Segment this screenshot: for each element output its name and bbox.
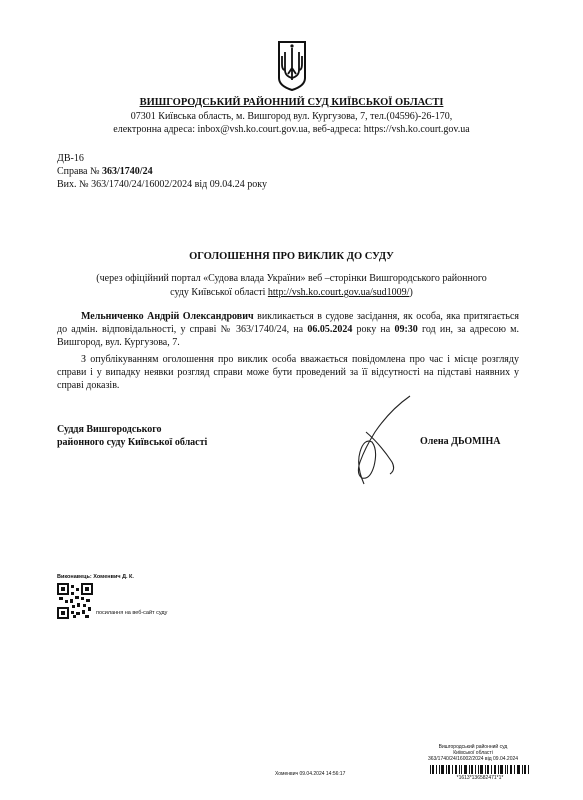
signature-scribble — [330, 392, 420, 492]
stamp-region: Київської області — [453, 750, 493, 756]
subtitle-text: суду Київської області — [170, 287, 268, 298]
subtitle-end: ) — [409, 287, 413, 298]
case-ref — [57, 165, 153, 178]
barcode-number: *1613*136582471*1* — [456, 775, 504, 781]
p1-text-c: год ин, за адресою м. Вишгород, вул. Кургузова, 7. — [57, 324, 519, 348]
trident-emblem — [276, 40, 308, 92]
judge-title-2: районного суду Київської області — [57, 437, 208, 448]
body-paragraph-1 — [57, 310, 519, 349]
subtitle-line2 — [0, 286, 583, 299]
p1-text-a: викликається в судове засідання, як особа, яка притягається до адмін. відповідальності, у справі № 363/1740/24, на — [57, 311, 519, 335]
print-info: Хоменвич 09.04.2024 14:56:17 — [275, 771, 346, 777]
stamp-court: Вишгородський районний суд — [438, 744, 508, 750]
court-contacts: електронна адреса: inbox@vsh.ko.court.gov.ua, веб-адреса: https://vsh.ko.court.gov.ua — [113, 124, 470, 135]
hearing-time: 09:30 — [394, 324, 418, 335]
executor: Виконавець: Хоменвич Д. К. — [57, 574, 134, 580]
body-paragraph-2: З опублікуванням оголошення про виклик особа вважається повідомлена про час і місце розгляду справи і у випадку неявки розгляд справи може бути проведений за її відсутності на підставі наявних у справі доказів. — [57, 354, 519, 391]
judge-title-1: Суддя Вишгородського — [57, 424, 162, 435]
person-name: Мельниченко Андрій Олександрович — [81, 311, 254, 322]
qr-caption: посилання на веб-сайт суду — [96, 610, 168, 616]
p1-text-b: року на — [352, 324, 395, 335]
page-title: ОГОЛОШЕННЯ ПРО ВИКЛИК ДО СУДУ — [189, 251, 394, 262]
case-number: 363/1740/24 — [102, 166, 153, 177]
outgoing-ref: Вих. № 363/1740/24/16002/2024 від 09.04.24 року — [57, 179, 267, 190]
form-code: ДВ-16 — [57, 153, 84, 164]
subtitle-line1: (через офіційний портал «Судова влада України» веб –сторінки Вишгородського районного — [96, 273, 487, 284]
stamp-ref: 363/1740/24/16002/2024 від 09.04.2024 — [427, 756, 519, 762]
qr-code[interactable] — [57, 583, 93, 619]
court-website-link[interactable]: http://vsh.ko.court.gov.ua/sud1009/ — [267, 287, 410, 298]
hearing-date: 06.05.2024 — [307, 324, 353, 335]
court-address: 07301 Київська область, м. Вишгород вул. Кургузова, 7, тел.(04596)-26-170, — [130, 111, 453, 122]
registration-stamp — [393, 744, 553, 762]
judge-name: Олена ДЬОМІНА — [420, 436, 501, 447]
court-name: ВИШГОРОДСЬКИЙ РАЙОННИЙ СУД КИЇВСЬКОЇ ОБЛАСТІ — [139, 97, 444, 108]
barcode — [430, 765, 530, 774]
case-label: Справа № — [57, 166, 103, 177]
